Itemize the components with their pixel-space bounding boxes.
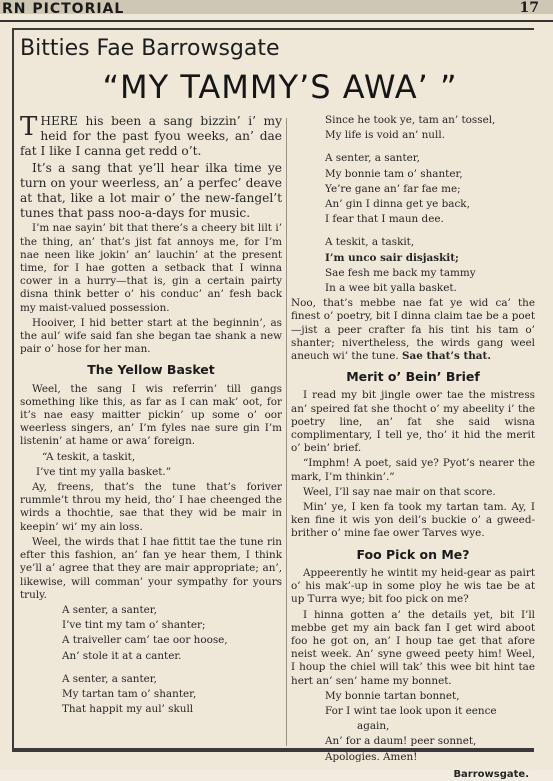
- verse-line: A senter, a santer,: [325, 152, 420, 165]
- paragraph: Min’ ye, I ken fa took my tartan tam. Ay, I ken fine it wis yon deil’s buckie o’ a gweed-brither o’ mine fae ower Tarves wye.: [291, 501, 535, 540]
- page-header: [0, 0, 553, 22]
- article-headline: “MY TAMMY’S AWA’ ”: [102, 68, 458, 106]
- verse-gap: [291, 144, 535, 152]
- verse-line: Apologies. Amen!: [325, 750, 418, 763]
- bottom-rule: [12, 748, 534, 750]
- column-divider: [286, 118, 287, 746]
- paragraph-intro: [20, 114, 282, 160]
- author-signature: Barrowsgate.: [453, 768, 529, 780]
- verse-line: “A teskit, a taskit,: [42, 450, 136, 463]
- paragraph: Weel, the wirds that I hae fittit tae the tune rin efter this fashion, an’ fan ye hear them, I think ye’ll a’ agree that they are mair appropriate; an’, likewise, will comman’ your sympathy for yours truly.: [20, 535, 282, 601]
- right-column: [291, 114, 535, 781]
- verse-line: An’ for a daum! peer sonnet,: [325, 735, 477, 748]
- paragraph: [291, 297, 535, 363]
- paragraph: Hooiver, I hid better start at the beginnin’, as the aul’ wife said fan she began tae shank a new pair o’ hose for her man.: [20, 316, 282, 356]
- subheading-merit: Merit o’ Bein’ Brief: [346, 369, 480, 385]
- article-kicker: Bitties Fae Barrowsgate: [20, 36, 280, 61]
- paragraph-text: Noo, that’s mebbe nae fat ye wid ca’ the finest o’ poetry, bit I dinna claim tae be a poet—jist a peer crafter fa his tint his tam o’ shanter; nivertheless, the wirds gang weel aneuch wi’ the tune.: [291, 297, 535, 363]
- verse-line: Ye’re gane an’ far fae me;: [325, 182, 461, 195]
- drop-cap: T: [20, 112, 38, 142]
- paragraph: I’m nae sayin’ bit that there’s a cheery bit lilt i’ the thing, an’ that’s jist fat annoys me, for I’m nae neen like jokin’ an’ lauchin’ at the present time, for I hae gotten a setback that I winna cower in a hurry—that is, gin a certain pairty disna think better o’ his conduc’ an’ fesh back my maist-valued possession.: [20, 222, 282, 314]
- paragraph: I hinna gotten a’ the details yet, bit I’ll mebbe get my ain back fan I get wird aboot foo he got on, an’ I houp tae get that afore neist week. An’ syne gweed peety him! Weel, I houp the chiel will tak’ this wee bit hint tae hert an’ sen’ hame my bonnet.: [291, 608, 535, 687]
- verse-line: I’ve tint my tam o’ shanter;: [62, 619, 206, 632]
- subheading-foo-pick: Foo Pick on Me?: [356, 546, 470, 562]
- verse-line: A teskit, a taskit,: [325, 236, 415, 249]
- verse-line: In a wee bit yalla basket.: [325, 282, 457, 295]
- verse-line: My tartan tam o’ shanter,: [62, 687, 197, 700]
- verse-gap: [20, 665, 282, 673]
- verse-line: A senter, a santer,: [62, 672, 157, 685]
- subheading-yellow-basket: The Yellow Basket: [87, 362, 215, 378]
- left-column: [20, 114, 282, 718]
- verse-line: I’m unco sair disjaskit;: [325, 251, 459, 264]
- publication-title: RN PICTORIAL: [2, 1, 125, 17]
- verse-line: Sae fesh me back my tammy: [325, 266, 476, 279]
- paragraph: I read my bit jingle ower tae the mistress an’ speired fat she thocht o’ my abeelity i’ the poetry line, an’ fat she said wisna complimentary, I tell ye, tho’ it hid the merit o’ bein’ brief.: [291, 389, 535, 455]
- paragraph-emphasis: Sae that’s that.: [402, 350, 491, 363]
- verse-line: My life is void an’ null.: [325, 129, 445, 142]
- verse-line: For I wint tae look upon it eence: [325, 704, 497, 717]
- verse-gap: [291, 228, 535, 236]
- verse-line: again,: [357, 720, 390, 733]
- verse-line: My bonnie tam o’ shanter,: [325, 167, 463, 180]
- page-number: 17: [519, 0, 539, 16]
- verse-line: An’ gin I dinna get ye back,: [325, 198, 470, 211]
- verse-line: I fear that I maun dee.: [325, 213, 444, 226]
- paragraph: Appeerently he wintit my heid-gear as pairt o’ his mak’-up in some ploy he wis tae be at up Turra wye; bit foo pick on me?: [291, 566, 535, 606]
- verse-line: A traiveller cam’ tae oor hoose,: [62, 634, 228, 647]
- verse-line: That happit my aul’ skull: [62, 703, 194, 716]
- verse-line: My bonnie tartan bonnet,: [325, 689, 460, 702]
- verse-line: Since he took ye, tam an’ tossel,: [325, 114, 496, 126]
- paragraph: Weel, I’ll say nae mair on that score.: [303, 485, 496, 498]
- verse-line: An’ stole it at a canter.: [62, 649, 182, 662]
- verse-line: I’ve tint my yalla basket.”: [36, 465, 172, 478]
- paragraph: Weel, the sang I wis referrin’ till gangs something like this, as far as I can mak’ oot, for it’s nae easy maitter pickin’ up some o’ oor weerless singers, an’ I’m fyles nae sure gin I’m listenin’ at hame or awa’ foreign.: [20, 382, 282, 448]
- paragraph-intro-text: HERE his been a sang bizzin’ i’ my heid for the past fyou weeks, an’ dae fat I like I canna get redd o’t.: [20, 114, 282, 159]
- verse-line: A senter, a santer,: [62, 603, 157, 616]
- paragraph: Ay, freens, that’s the tune that’s foriver rummle’t throu my heid, tho’ I hae cheenged the wirds a thochtie, sae that they wid be mair in keepin’ wi’ my ain loss.: [20, 481, 282, 533]
- paragraph: “Imphm! A poet, said ye? Pyot’s nearer the mark, I’m thinkin’.”: [291, 457, 535, 483]
- paragraph: It’s a sang that ye’ll hear ilka time ye turn on your weerless, an’ a perfec’ deave at that, like a lot mair o’ the new-fangel’t tunes that pass noo-a-days for music.: [20, 160, 282, 221]
